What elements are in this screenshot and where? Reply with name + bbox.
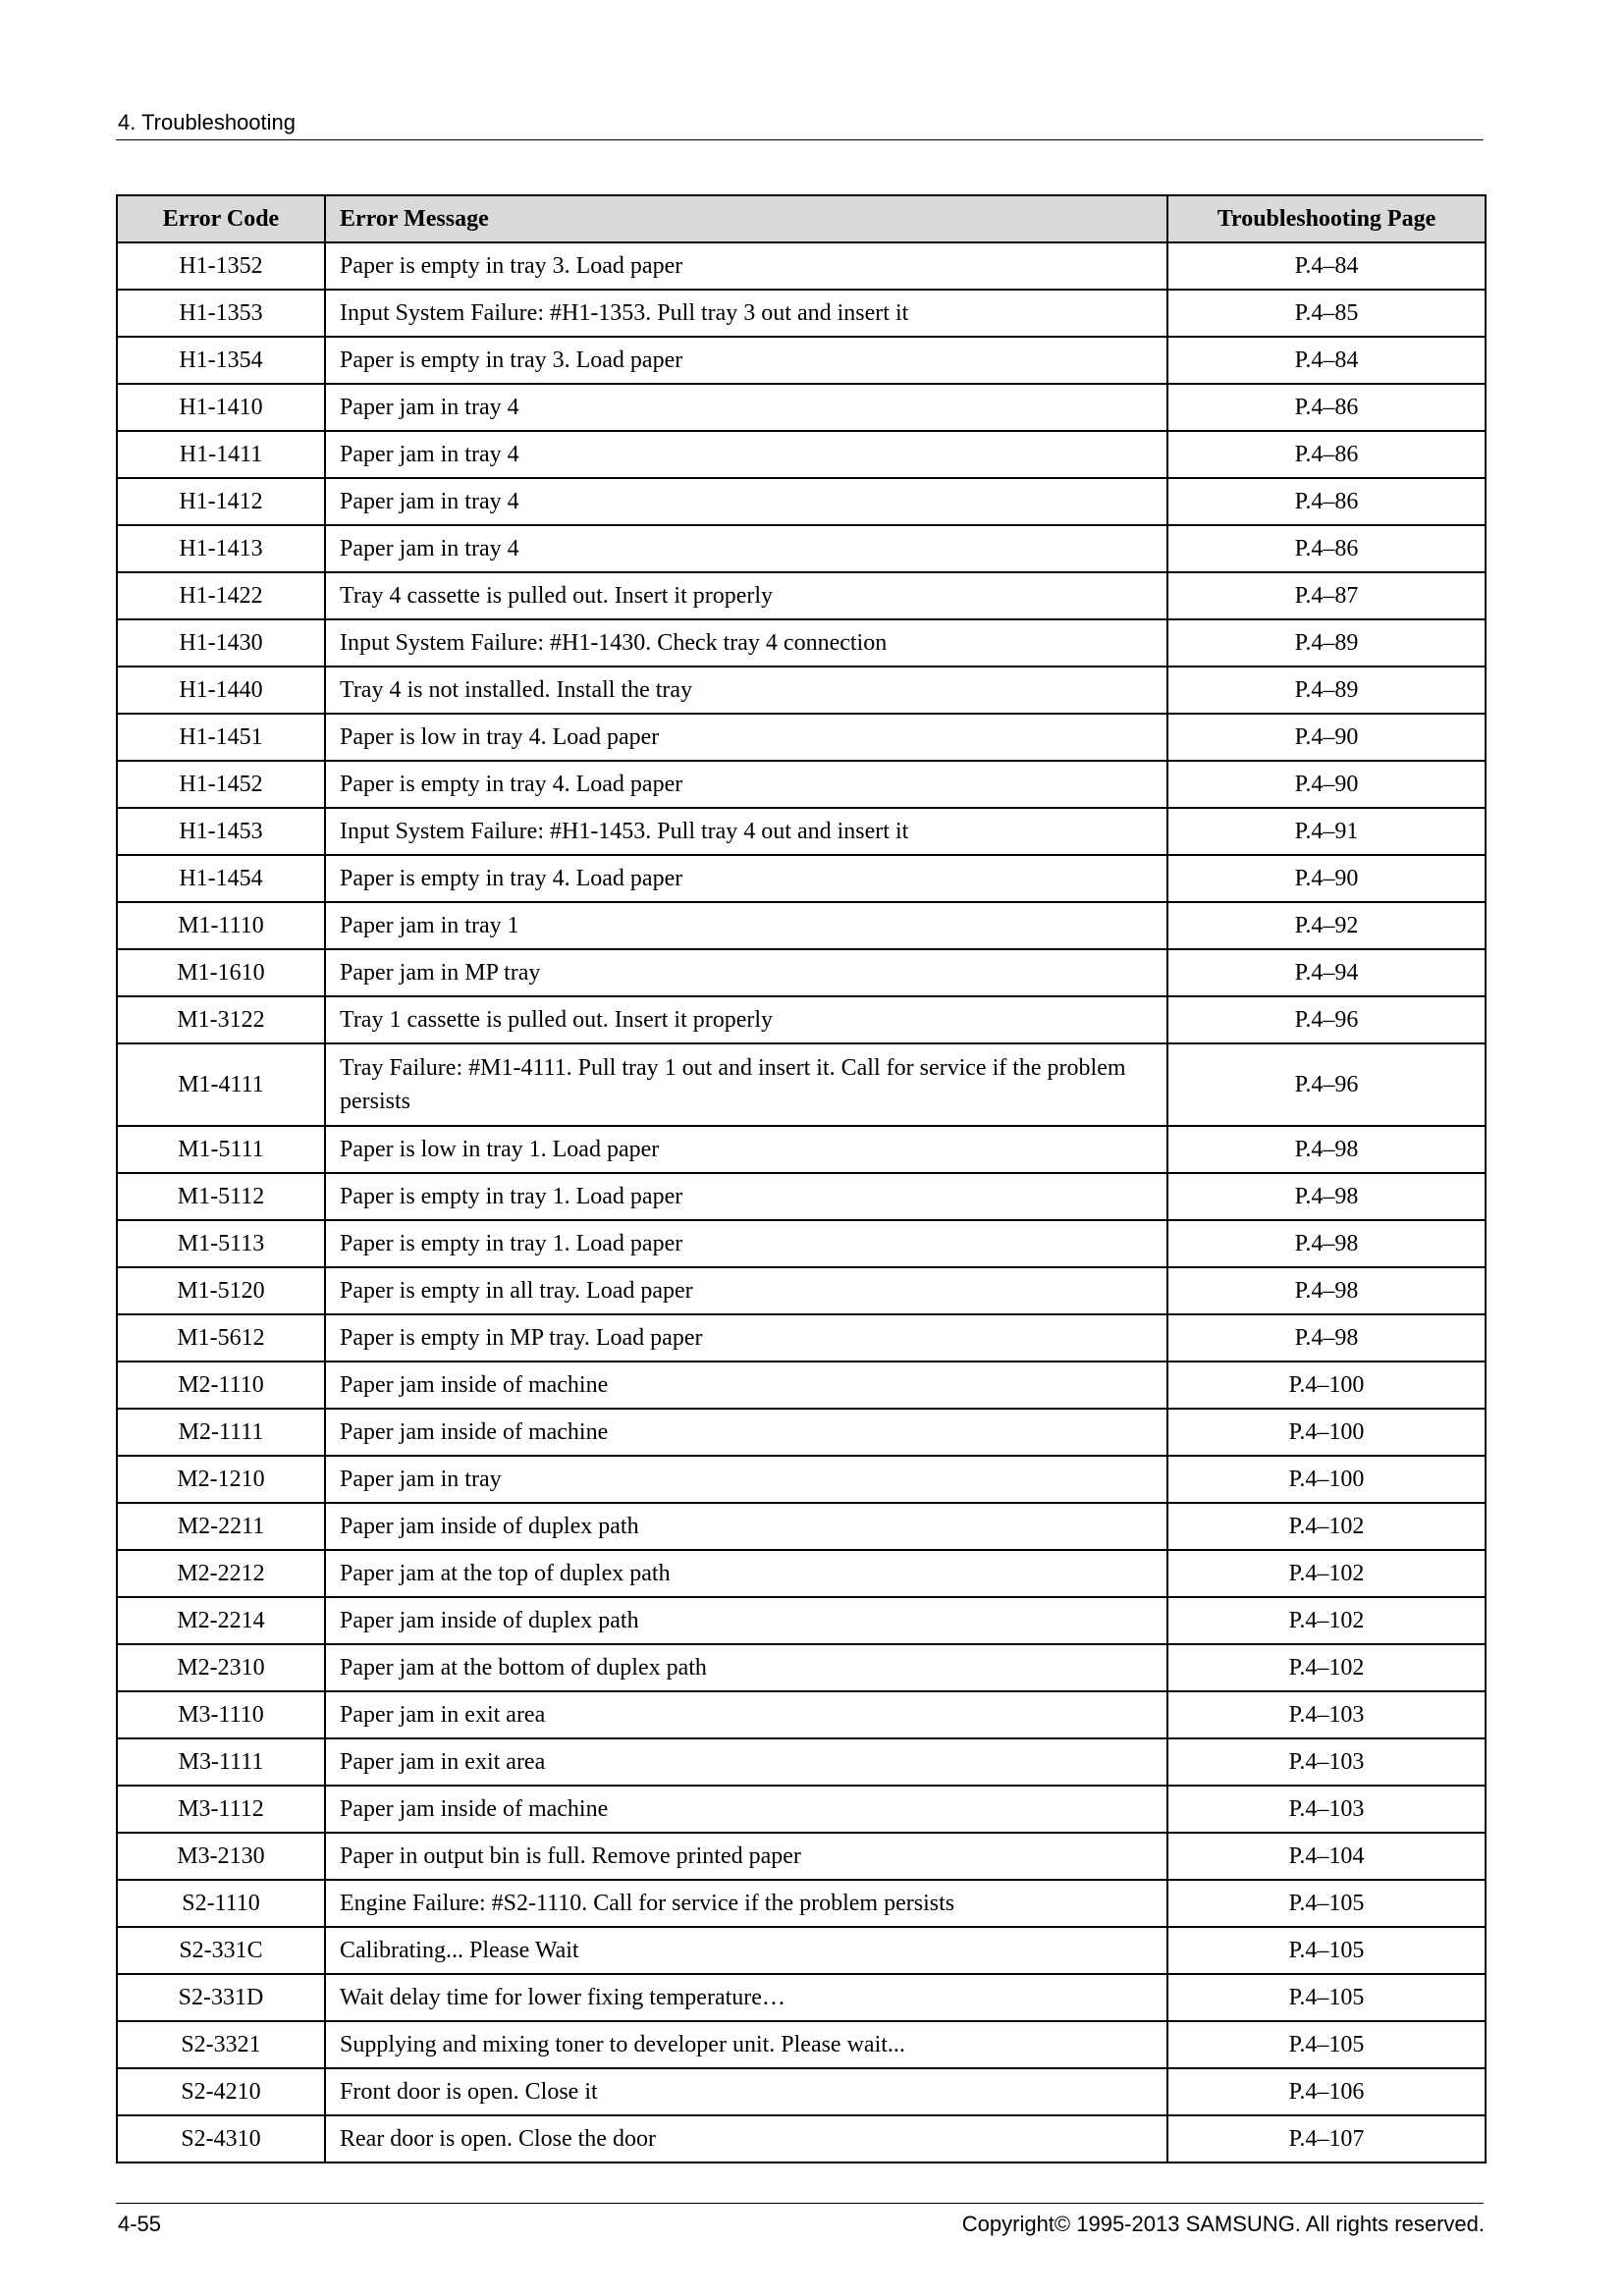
troubleshooting-page-cell: P.4–89 (1167, 619, 1486, 667)
troubleshooting-page-cell: P.4–90 (1167, 855, 1486, 902)
troubleshooting-page-cell: P.4–102 (1167, 1644, 1486, 1691)
column-header-error-message: Error Message (325, 195, 1167, 242)
error-message-cell: Tray Failure: #M1-4111. Pull tray 1 out and insert it. Call for service if the problem persists (325, 1043, 1167, 1126)
table-row (117, 1220, 1486, 1267)
error-code-cell: S2-3321 (117, 2021, 325, 2068)
troubleshooting-page-cell: P.4–85 (1167, 290, 1486, 337)
troubleshooting-page-cell: P.4–103 (1167, 1738, 1486, 1786)
error-message-cell: Paper jam in exit area (325, 1691, 1167, 1738)
troubleshooting-page-cell: P.4–105 (1167, 1974, 1486, 2021)
troubleshooting-page-cell: P.4–92 (1167, 902, 1486, 949)
troubleshooting-page-cell: P.4–86 (1167, 525, 1486, 572)
error-message-cell: Input System Failure: #H1-1430. Check tray 4 connection (325, 619, 1167, 667)
error-code-cell: M2-2214 (117, 1597, 325, 1644)
table-row (117, 1173, 1486, 1220)
table-row (117, 808, 1486, 855)
troubleshooting-page-cell: P.4–105 (1167, 2021, 1486, 2068)
table-row (117, 242, 1486, 290)
troubleshooting-page-cell: P.4–100 (1167, 1362, 1486, 1409)
error-message-cell: Paper is low in tray 4. Load paper (325, 714, 1167, 761)
table-row (117, 855, 1486, 902)
table-row (117, 572, 1486, 619)
troubleshooting-page-cell: P.4–86 (1167, 478, 1486, 525)
troubleshooting-page-cell: P.4–105 (1167, 1927, 1486, 1974)
table-row (117, 1597, 1486, 1644)
error-message-cell: Paper jam inside of duplex path (325, 1597, 1167, 1644)
error-code-cell: M3-1111 (117, 1738, 325, 1786)
troubleshooting-page-cell: P.4–96 (1167, 1043, 1486, 1126)
error-message-cell: Paper jam in tray 4 (325, 431, 1167, 478)
error-message-cell: Paper is empty in tray 4. Load paper (325, 761, 1167, 808)
error-message-cell: Paper jam in exit area (325, 1738, 1167, 1786)
error-message-cell: Paper jam in tray 4 (325, 525, 1167, 572)
section-title: 4. Troubleshooting (118, 110, 297, 134)
troubleshooting-page-cell: P.4–102 (1167, 1503, 1486, 1550)
error-code-cell: H1-1353 (117, 290, 325, 337)
troubleshooting-page-cell: P.4–100 (1167, 1409, 1486, 1456)
table-row (117, 619, 1486, 667)
error-message-cell: Paper jam in tray (325, 1456, 1167, 1503)
troubleshooting-page-cell: P.4–102 (1167, 1597, 1486, 1644)
header-divider (116, 139, 1484, 140)
troubleshooting-page-cell: P.4–106 (1167, 2068, 1486, 2115)
troubleshooting-page-cell: P.4–105 (1167, 1880, 1486, 1927)
page-number: 4-55 (118, 2212, 162, 2236)
error-code-table (116, 194, 1487, 2163)
table-row (117, 1267, 1486, 1314)
error-code-cell: H1-1410 (117, 384, 325, 431)
error-code-cell: M3-1110 (117, 1691, 325, 1738)
error-code-cell: M3-1112 (117, 1786, 325, 1833)
table-row (117, 1043, 1486, 1126)
table-row (117, 902, 1486, 949)
error-message-cell: Tray 1 cassette is pulled out. Insert it properly (325, 996, 1167, 1043)
error-message-cell: Paper is low in tray 1. Load paper (325, 1126, 1167, 1173)
error-code-cell: M1-1110 (117, 902, 325, 949)
error-message-cell: Engine Failure: #S2-1110. Call for service if the problem persists (325, 1880, 1167, 1927)
troubleshooting-page-cell: P.4–102 (1167, 1550, 1486, 1597)
error-code-cell: M1-5112 (117, 1173, 325, 1220)
error-code-cell: H1-1440 (117, 667, 325, 714)
error-code-cell: S2-1110 (117, 1880, 325, 1927)
table-row (117, 1786, 1486, 1833)
error-code-cell: H1-1352 (117, 242, 325, 290)
error-code-cell: M1-5120 (117, 1267, 325, 1314)
error-message-cell: Paper is empty in tray 3. Load paper (325, 337, 1167, 384)
error-code-cell: S2-4210 (117, 2068, 325, 2115)
error-message-cell: Paper jam in tray 1 (325, 902, 1167, 949)
table-row (117, 431, 1486, 478)
error-code-cell: H1-1453 (117, 808, 325, 855)
table-row (117, 1927, 1486, 1974)
table-row (117, 667, 1486, 714)
error-code-cell: M1-5111 (117, 1126, 325, 1173)
error-code-cell: H1-1422 (117, 572, 325, 619)
troubleshooting-page-cell: P.4–96 (1167, 996, 1486, 1043)
error-message-cell: Wait delay time for lower fixing temperature… (325, 1974, 1167, 2021)
error-message-cell: Paper is empty in tray 1. Load paper (325, 1173, 1167, 1220)
table-row (117, 949, 1486, 996)
copyright-notice: Copyright© 1995-2013 SAMSUNG. All rights reserved. (961, 2212, 1485, 2236)
error-code-cell: M1-5612 (117, 1314, 325, 1362)
error-message-cell: Paper jam in tray 4 (325, 384, 1167, 431)
table-row (117, 1644, 1486, 1691)
troubleshooting-page-cell: P.4–103 (1167, 1691, 1486, 1738)
error-message-cell: Paper jam in MP tray (325, 949, 1167, 996)
error-message-cell: Paper jam at the top of duplex path (325, 1550, 1167, 1597)
error-code-cell: M1-3122 (117, 996, 325, 1043)
error-code-cell: H1-1452 (117, 761, 325, 808)
troubleshooting-page-cell: P.4–90 (1167, 761, 1486, 808)
table-row (117, 384, 1486, 431)
table-row (117, 1409, 1486, 1456)
table-row (117, 1362, 1486, 1409)
error-message-cell: Paper is empty in tray 3. Load paper (325, 242, 1167, 290)
troubleshooting-page-cell: P.4–107 (1167, 2115, 1486, 2163)
table-row (117, 1880, 1486, 1927)
troubleshooting-page-cell: P.4–90 (1167, 714, 1486, 761)
table-row (117, 1691, 1486, 1738)
troubleshooting-page-cell: P.4–100 (1167, 1456, 1486, 1503)
troubleshooting-page-cell: P.4–104 (1167, 1833, 1486, 1880)
error-message-cell: Paper is empty in tray 1. Load paper (325, 1220, 1167, 1267)
error-message-cell: Supplying and mixing toner to developer unit. Please wait... (325, 2021, 1167, 2068)
error-code-cell: M2-1111 (117, 1409, 325, 1456)
troubleshooting-page-cell: P.4–98 (1167, 1173, 1486, 1220)
table-row (117, 525, 1486, 572)
table-row (117, 2068, 1486, 2115)
error-code-cell: H1-1454 (117, 855, 325, 902)
troubleshooting-page-cell: P.4–103 (1167, 1786, 1486, 1833)
table-row (117, 1833, 1486, 1880)
error-code-cell: H1-1411 (117, 431, 325, 478)
troubleshooting-page-cell: P.4–86 (1167, 431, 1486, 478)
error-code-cell: M1-1610 (117, 949, 325, 996)
error-code-cell: M2-1110 (117, 1362, 325, 1409)
troubleshooting-page-cell: P.4–91 (1167, 808, 1486, 855)
error-message-cell: Tray 4 cassette is pulled out. Insert it properly (325, 572, 1167, 619)
table-row (117, 1738, 1486, 1786)
error-message-cell: Paper is empty in all tray. Load paper (325, 1267, 1167, 1314)
troubleshooting-page-cell: P.4–98 (1167, 1126, 1486, 1173)
error-message-cell: Paper jam inside of machine (325, 1786, 1167, 1833)
error-code-cell: M3-2130 (117, 1833, 325, 1880)
table-row (117, 714, 1486, 761)
troubleshooting-page-cell: P.4–86 (1167, 384, 1486, 431)
error-code-cell: M2-2212 (117, 1550, 325, 1597)
error-code-cell: S2-331D (117, 1974, 325, 2021)
error-message-cell: Paper jam at the bottom of duplex path (325, 1644, 1167, 1691)
table-row (117, 290, 1486, 337)
error-message-cell: Paper is empty in MP tray. Load paper (325, 1314, 1167, 1362)
table-row (117, 996, 1486, 1043)
table-row (117, 2115, 1486, 2163)
error-code-cell: H1-1451 (117, 714, 325, 761)
table-row (117, 478, 1486, 525)
troubleshooting-page-cell: P.4–98 (1167, 1220, 1486, 1267)
troubleshooting-page-cell: P.4–87 (1167, 572, 1486, 619)
troubleshooting-page-cell: P.4–84 (1167, 337, 1486, 384)
error-code-cell: M2-1210 (117, 1456, 325, 1503)
error-message-cell: Paper jam in tray 4 (325, 478, 1167, 525)
error-code-cell: M2-2310 (117, 1644, 325, 1691)
footer-divider (116, 2203, 1484, 2204)
troubleshooting-page-cell: P.4–94 (1167, 949, 1486, 996)
column-header-troubleshooting-page: Troubleshooting Page (1167, 195, 1486, 242)
table-header-row (117, 195, 1486, 242)
error-code-cell: M2-2211 (117, 1503, 325, 1550)
error-code-cell: M1-4111 (117, 1043, 325, 1126)
error-code-cell: H1-1354 (117, 337, 325, 384)
table-body (117, 242, 1486, 2163)
table-row (117, 2021, 1486, 2068)
troubleshooting-page-cell: P.4–98 (1167, 1314, 1486, 1362)
table-row (117, 1503, 1486, 1550)
error-message-cell: Paper jam inside of duplex path (325, 1503, 1167, 1550)
troubleshooting-page-cell: P.4–89 (1167, 667, 1486, 714)
troubleshooting-page-cell: P.4–84 (1167, 242, 1486, 290)
table-row (117, 1456, 1486, 1503)
error-code-cell: H1-1412 (117, 478, 325, 525)
error-message-cell: Paper in output bin is full. Remove printed paper (325, 1833, 1167, 1880)
table-row (117, 761, 1486, 808)
error-code-cell: S2-331C (117, 1927, 325, 1974)
troubleshooting-page-cell: P.4–98 (1167, 1267, 1486, 1314)
error-message-cell: Front door is open. Close it (325, 2068, 1167, 2115)
table-row (117, 1974, 1486, 2021)
error-message-cell: Rear door is open. Close the door (325, 2115, 1167, 2163)
error-message-cell: Paper jam inside of machine (325, 1409, 1167, 1456)
error-message-cell: Paper is empty in tray 4. Load paper (325, 855, 1167, 902)
error-message-cell: Paper jam inside of machine (325, 1362, 1167, 1409)
error-code-cell: M1-5113 (117, 1220, 325, 1267)
table-row (117, 1126, 1486, 1173)
error-code-cell: H1-1430 (117, 619, 325, 667)
error-message-cell: Input System Failure: #H1-1353. Pull tray 3 out and insert it (325, 290, 1167, 337)
table-row (117, 337, 1486, 384)
error-code-cell: S2-4310 (117, 2115, 325, 2163)
table-row (117, 1550, 1486, 1597)
error-code-cell: H1-1413 (117, 525, 325, 572)
error-message-cell: Tray 4 is not installed. Install the tray (325, 667, 1167, 714)
table-row (117, 1314, 1486, 1362)
error-message-cell: Input System Failure: #H1-1453. Pull tray 4 out and insert it (325, 808, 1167, 855)
column-header-error-code: Error Code (117, 195, 325, 242)
error-message-cell: Calibrating... Please Wait (325, 1927, 1167, 1974)
